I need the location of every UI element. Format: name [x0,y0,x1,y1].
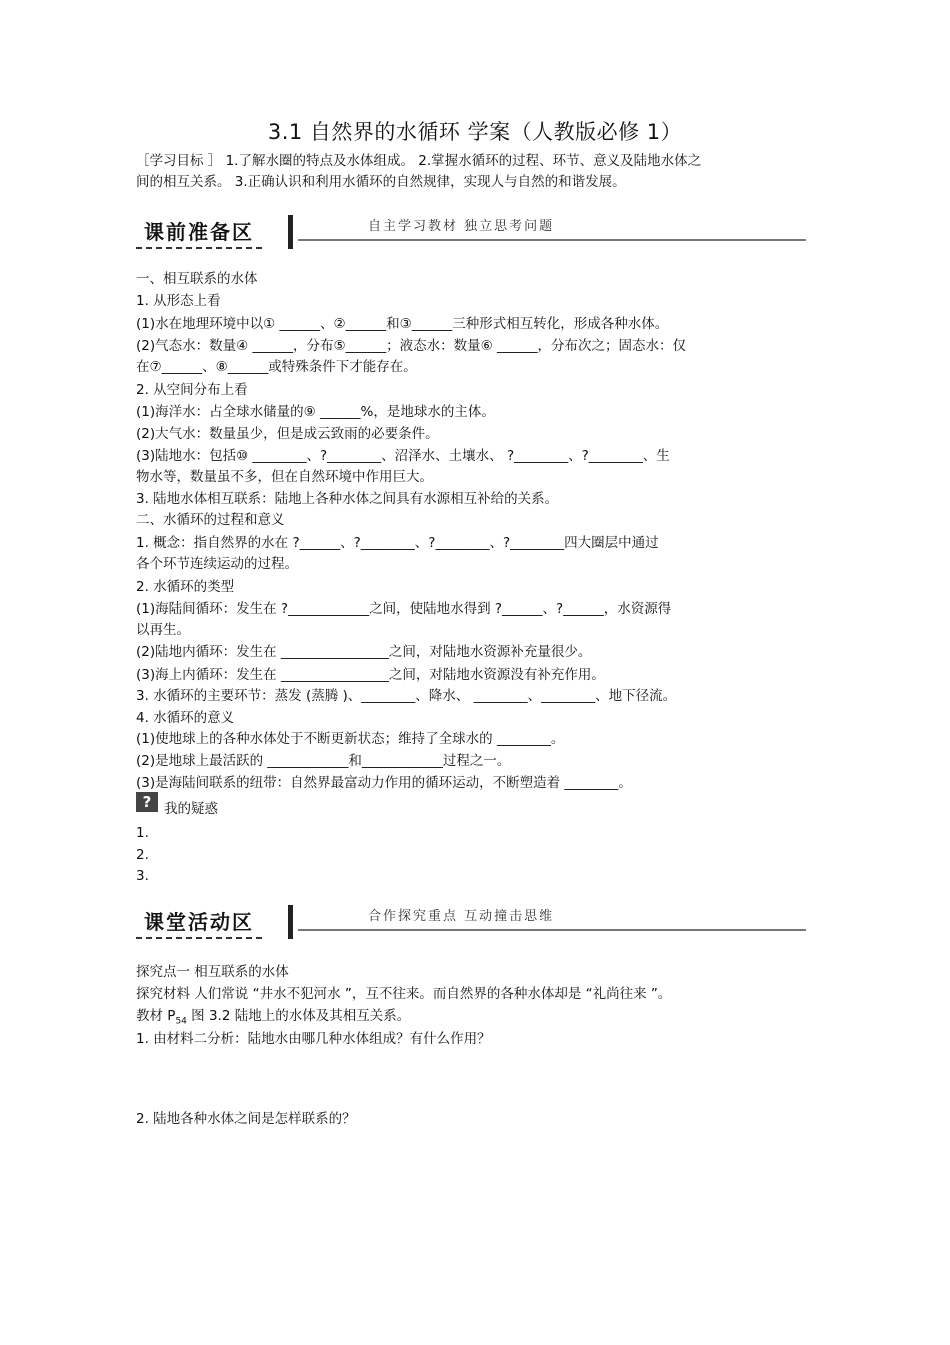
prep-line: 1. 从形态上看 [136,293,221,309]
explore-reference [136,1007,410,1031]
prep-line: 物水等，数量虽不多，但在自然环境中作用巨大。 [136,469,433,485]
prep-line: 一、相互联系的水体 [136,271,258,287]
banner-label: 课堂活动区 [136,907,262,939]
prep-line: 二、水循环的过程和意义 [136,512,285,528]
prep-line: 各个环节连续运动的过程。 [136,556,298,572]
prep-line: 3. 水循环的主要环节：蒸发 (蒸腾 )、________、降水、 ________、________、地下径流。 [136,688,677,704]
banner-subtitle: 自主学习教材 独立思考问题 [368,219,555,234]
explore-question-2: 2. 陆地各种水体之间是怎样联系的？ [136,1111,356,1127]
prep-line: (2)气态水：数量④ ______，分布⑤______；液态水：数量⑥ ______，分布次之；固态水：仅 [136,338,687,354]
prep-line: (1)海洋水：占全球水储量的⑨ ______%，是地球水的主体。 [136,404,495,420]
prep-line: (2)大气水：数量虽少，但是成云致雨的必要条件。 [136,426,439,442]
banner-subtitle: 合作探究重点 互动撞击思维 [368,909,555,924]
doubt-item: 3. [136,868,149,884]
prep-line: (3)陆地水：包括⑩ ________、?________、沼泽水、土壤水、 ?________、?________、生 [136,448,670,464]
explore-question-1: 1. 由材料二分析：陆地水由哪几种水体组成？有什么作用？ [136,1031,491,1047]
prep-line: (2)是地球上最活跃的 ____________和____________过程之一。 [136,753,511,769]
prep-line: (3)海上内循环：发生在 ________________之间，对陆地水资源没有补充作用。 [136,667,605,683]
doubts-label: 我的疑惑 [164,801,218,817]
doubt-item: 1. [136,825,149,841]
banner-rule [298,929,806,931]
ref-suffix: 图 3.2 陆地上的水体及其相互关系。 [186,1008,411,1024]
section-banner-class [136,905,806,945]
prep-line: (1)海陆间循环：发生在 ?____________之间，使陆地水得到 ?______、?______，水资源得 [136,601,672,617]
ref-prefix: 教材 P [136,1008,176,1024]
prep-line: 1. 概念：指自然界的水在 ?______、?________、?________、?________四大圈层中通过 [136,535,659,551]
prep-line: 以再生。 [136,622,190,638]
prep-line: 4. 水循环的意义 [136,710,235,726]
prep-line: 3. 陆地水体相互联系：陆地上各种水体之间具有水源相互补给的关系。 [136,491,559,507]
banner-rule [298,239,806,241]
banner-bar [288,215,293,249]
objectives-line-1: ［学习目标 ］ 1.了解水圈的特点及水体组成。 2.掌握水循环的过程、环节、意义及陆地水体之 [136,153,702,169]
banner-bar [288,905,293,939]
prep-line: 2. 从空间分布上看 [136,382,248,398]
prep-line: 2. 水循环的类型 [136,579,235,595]
page-title: 3.1 自然界的水循环 学案（人教版必修 1） [267,120,683,144]
prep-line: (2)陆地内循环：发生在 ________________之间，对陆地水资源补充量很少。 [136,644,592,660]
prep-line: (1)使地球上的各种水体处于不断更新状态；维持了全球水的 ________。 [136,731,565,747]
prep-line: (3)是海陆间联系的纽带：自然界最富动力作用的循环运动，不断塑造着 ________。 [136,775,632,791]
objectives-line-2: 间的相互关系。 3.正确认识和利用水循环的自然规律，实现人与自然的和谐发展。 [136,174,626,190]
ref-page-number: 54 [175,1016,187,1027]
question-icon: ? [136,792,158,812]
explore-material: 探究材料 人们常说 “井水不犯河水 ”，互不往来。而自然界的各种水体却是 “礼尚往来 ”。 [136,986,672,1002]
banner-label: 课前准备区 [136,217,262,249]
prep-line: (1)水在地理环境中以① ______、②______和③______三种形式相互转化，形成各种水体。 [136,316,669,332]
section-banner-prep [136,215,806,255]
explore-point: 探究点一 相互联系的水体 [136,964,289,980]
prep-line: 在⑦______、⑧______或特殊条件下才能存在。 [136,359,417,375]
doubt-item: 2. [136,847,149,863]
